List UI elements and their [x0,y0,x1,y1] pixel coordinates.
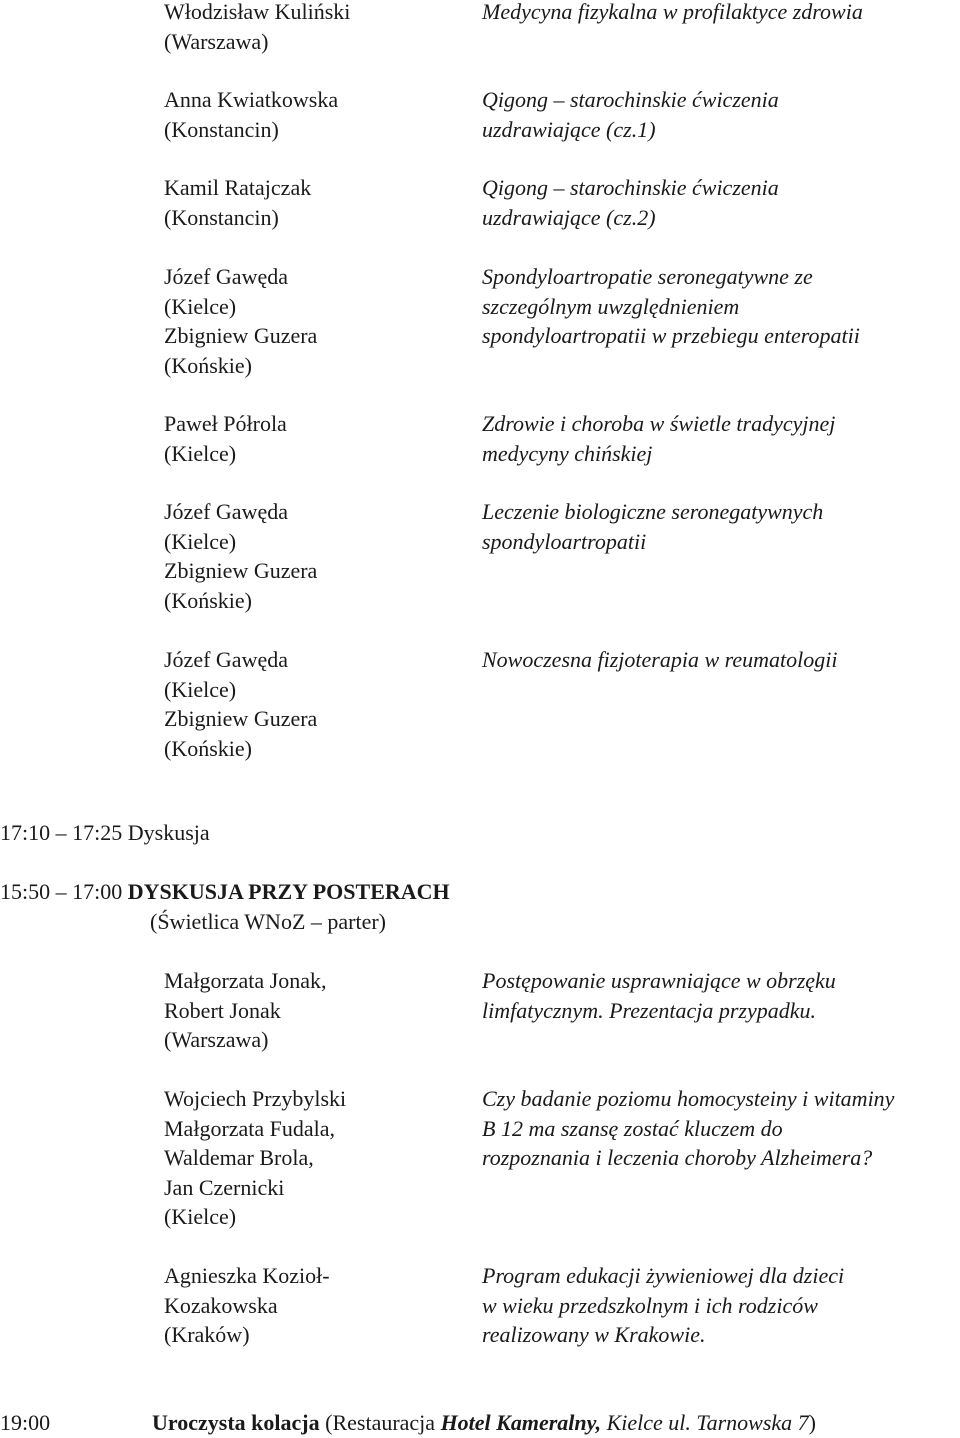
topic-line: spondyloartropatii w przebiegu enteropatii [482,323,860,348]
author-city: (Kraków) [164,1322,250,1347]
author-line: Włodzisław Kuliński [164,0,351,24]
topic-line: Czy badanie poziomu homocysteiny i witaminy [482,1086,895,1111]
talk-4-authors [164,262,317,380]
author-line: Małgorzata Jonak, [164,968,327,993]
author-city: (Kielce) [164,676,237,702]
topic-line: rozpoznania i leczenia choroby Alzheimera? [482,1145,873,1170]
author-line: Wojciech Przybylski [164,1086,347,1111]
author-line: Józef Gawęda [164,647,288,672]
talk-2-authors [164,85,338,144]
author-city: (Kielce) [164,293,237,319]
poster-1-topic [482,966,836,1025]
author-line: Józef Gawęda [164,264,288,289]
poster-session-location: (Świetlica WNoZ – parter) [150,909,387,934]
author-city: (Końskie) [164,352,252,378]
author-line: Jan Czernicki [164,1174,285,1200]
talk-5-topic [482,409,835,468]
dinner-row [152,1408,816,1438]
poster-session-header [0,877,450,907]
talk-4-topic [482,262,860,351]
poster-3-authors [164,1261,330,1350]
author-line: Agnieszka Kozioł- [164,1263,330,1288]
discussion-end-time: 17:25 [72,820,123,845]
talk-7-authors [164,645,317,763]
talk-3-topic [482,173,779,232]
author-line: Waldemar Brola, [164,1145,314,1170]
author-city: (Konstancin) [164,116,279,142]
dinner-venue-open: (Restauracja [319,1410,441,1435]
topic-line: szczególnym uwzględnieniem [482,293,740,319]
author-line: Robert Jonak [164,997,281,1023]
talk-6-topic [482,497,823,556]
talk-3-authors [164,173,311,232]
topic-line: spondyloartropatii [482,528,647,554]
author-line: Małgorzata Fudala, [164,1115,336,1141]
talk-1-authors [164,0,350,56]
topic-line: Qigong – starochinskie ćwiczenia [482,87,779,112]
topic-line: Nowoczesna fizjoterapia w reumatologii [482,647,838,672]
topic-line: Medycyna fizykalna w profilaktyce zdrowia [482,0,863,24]
poster-session-title: DYSKUSJA PRZY POSTERACH [127,879,450,904]
poster-1-authors [164,966,327,1055]
topic-line: Postępowanie usprawniające w obrzęku [482,968,836,993]
poster-2-authors [164,1084,346,1232]
time-dash: – [55,820,67,845]
poster-session-start-time: 15:50 [0,879,51,904]
poster-session-end-time: 17:00 [72,879,123,904]
topic-line: uzdrawiające (cz.1) [482,116,656,142]
topic-line: Leczenie biologiczne seronegatywnych [482,499,824,524]
author-city: (Warszawa) [164,28,269,54]
discussion-start-time: 17:10 [0,820,51,845]
author-city: (Końskie) [164,587,252,613]
topic-line: w wieku przedszkolnym i ich rodziców [482,1292,818,1318]
author-city: (Kielce) [164,1204,237,1229]
topic-line: realizowany w Krakowie. [482,1322,706,1347]
topic-line: Program edukacji żywieniowej dla dzieci [482,1263,845,1288]
author-city: (Warszawa) [164,1027,269,1052]
author-line: Józef Gawęda [164,499,288,524]
dinner-venue-close: ) [808,1410,816,1435]
author-line: Zbigniew Guzera [164,558,318,583]
poster-3-topic [482,1261,844,1350]
author-city: (Konstancin) [164,204,279,230]
dinner-address: Kielce ul. Tarnowska 7 [601,1410,809,1435]
author-line: Zbigniew Guzera [164,706,318,731]
topic-line: Qigong – starochinskie ćwiczenia [482,175,779,200]
author-city: (Kielce) [164,440,237,466]
talk-1-topic [482,0,863,27]
talk-7-topic [482,645,837,675]
author-line: Zbigniew Guzera [164,323,318,348]
dinner-title: Uroczysta kolacja [152,1410,320,1435]
topic-line: Zdrowie i choroba w świetle tradycyjnej [482,411,836,436]
poster-2-topic [482,1084,894,1173]
author-city: (Kielce) [164,528,237,554]
topic-line: limfatycznym. Prezentacja przypadku. [482,997,816,1023]
topic-line: B 12 ma szansę zostać kluczem do [482,1115,783,1141]
author-line: Paweł Półrola [164,411,287,436]
dinner-time: 19:00 [0,1410,51,1435]
time-dash: – [55,879,67,904]
topic-line: Spondyloartropatie seronegatywne ze [482,264,813,289]
author-line: Anna Kwiatkowska [164,87,339,112]
talk-2-topic [482,85,779,144]
author-line: Kozakowska [164,1292,278,1318]
author-city: (Końskie) [164,735,252,761]
author-line: Kamil Ratajczak [164,175,312,200]
topic-line: medycyny chińskiej [482,440,653,466]
discussion-label: Dyskusja [127,820,210,845]
talk-6-authors [164,497,317,615]
talk-5-authors [164,409,287,468]
topic-line: uzdrawiające (cz.2) [482,204,656,230]
discussion-row [0,818,210,848]
dinner-hotel: Hotel Kameralny, [440,1410,602,1435]
